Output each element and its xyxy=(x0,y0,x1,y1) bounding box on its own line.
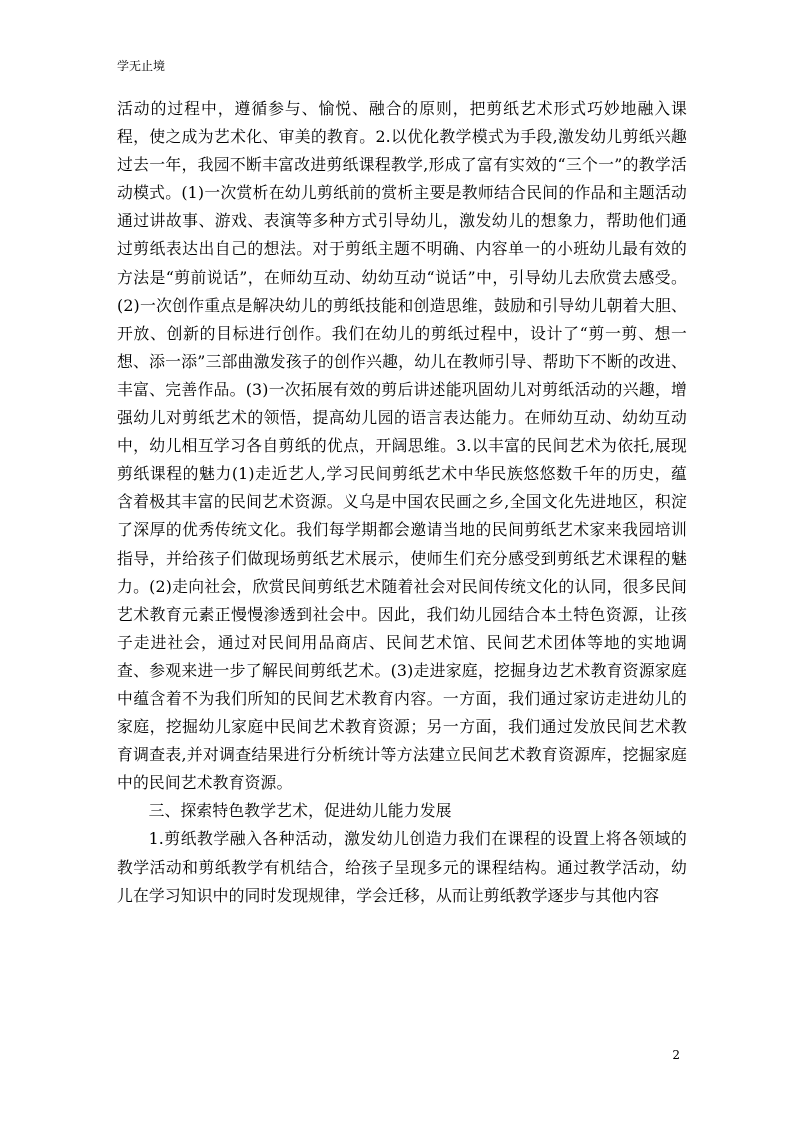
page-header: 学无止境 xyxy=(117,59,166,73)
document-body xyxy=(117,95,687,910)
body-paragraph: 活动的过程中，遵循参与、愉悦、融合的原则，把剪纸艺术形式巧妙地融入课程，使之成为艺术化、审美的教育。2.以优化教学模式为手段,激发幼儿剪纸兴趣过去一年，我园不断丰富改进剪纸课程教学,形成了富有实效的“三个一”的教学活动模式。(1)一次赏析在幼儿剪纸前的赏析主要是教师结合民间的作品和主题活动通过讲故事、游戏、表演等多种方式引导幼儿，激发幼儿的想象力，帮助他们通过剪纸表达出自己的想法。对于剪纸主题不明确、内容单一的小班幼儿最有效的方法是“剪前说话”，在师幼互动、幼幼互动“说话”中，引导幼儿去欣赏去感受。(2)一次创作重点是解决幼儿的剪纸技能和创造思维，鼓励和引导幼儿朝着大胆、开放、创新的目标进行创作。我们在幼儿的剪纸过程中，设计了“剪一剪、想一想、添一添”三部曲激发孩子的创作兴趣，幼儿在教师引导、帮助下不断的改进、丰富、完善作品。(3)一次拓展有效的剪后讲述能巩固幼儿对剪纸活动的兴趣，增强幼儿对剪纸艺术的领悟，提高幼儿园的语言表达能力。在师幼互动、幼幼互动中，幼儿相互学习各自剪纸的优点，开阔思维。3.以丰富的民间艺术为依托,展现剪纸课程的魅力(1)走近艺人,学习民间剪纸艺术中华民族悠悠数千年的历史，蕴含着极其丰富的民间艺术资源。义乌是中国农民画之乡,全国文化先进地区，积淀了深厚的优秀传统文化。我们每学期都会邀请当地的民间剪纸艺术家来我园培训指导，并给孩子们做现场剪纸艺术展示，使师生们充分感受到剪纸艺术课程的魅力。(2)走向社会，欣赏民间剪纸艺术随着社会对民间传统文化的认同，很多民间艺术教育元素正慢慢渗透到社会中。因此，我们幼儿园结合本土特色资源，让孩子走进社会，通过对民间用品商店、民间艺术馆、民间艺术团体等地的实地调查、参观来进一步了解民间剪纸艺术。(3)走进家庭，挖掘身边艺术教育资源家庭中蕴含着不为我们所知的民间艺术教育内容。一方面，我们通过家访走进幼儿的家庭，挖掘幼儿家庭中民间艺术教育资源；另一方面，我们通过发放民间艺术教育调查表,并对调查结果进行分析统计等方法建立民间艺术教育资源库，挖掘家庭中的民间艺术教育资源。 xyxy=(117,99,687,793)
section-heading: 三、探索特色教学艺术，促进幼儿能力发展 xyxy=(148,801,452,821)
body-paragraph: 1.剪纸教学融入各种活动，激发幼儿创造力我们在课程的设置上将各领域的教学活动和剪纸教学有机结合，给孩子呈现多元的课程结构。通过教学活动，幼儿在学习知识中的同时发现规律，学会迁移，从而让剪纸教学逐步与其他内容 xyxy=(117,829,687,905)
page-number: 2 xyxy=(672,1048,680,1062)
